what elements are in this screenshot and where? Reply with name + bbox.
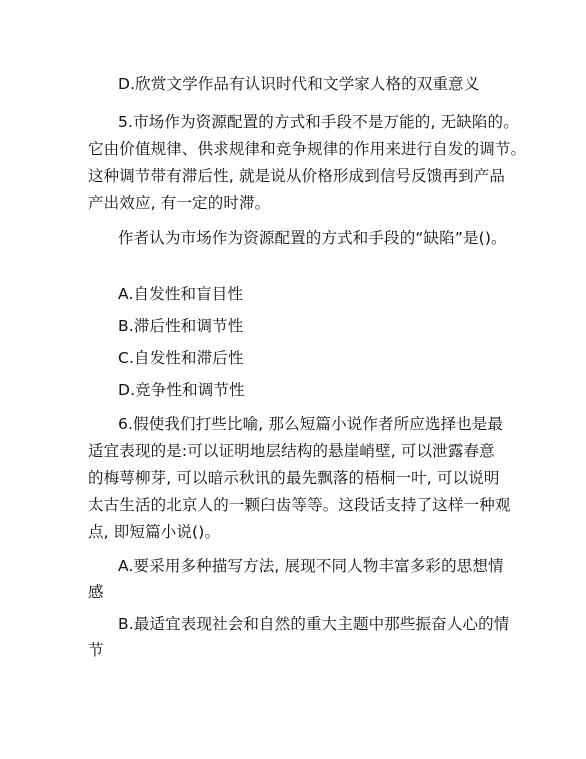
question-6-line-4: 太古生活的北京人的一颗臼齿等等。这段话支持了这样一种观 (88, 496, 511, 514)
question-6-line-3: 的梅萼柳芽, 可以暗示秋讯的最先飘落的梧桐一叶, 可以说明 (88, 469, 500, 487)
option-b-q6-line-2: 节 (88, 641, 104, 659)
question-6-line-1: 6.假使我们打些比喻, 那么短篇小说作者所应选择也是最 (118, 415, 504, 433)
question-5-line-1: 5.市场作为资源配置的方式和手段不是万能的, 无缺陷的。 (118, 113, 519, 131)
question-5-prompt: 作者认为市场作为资源配置的方式和手段的“缺陷”是()。 (118, 229, 507, 247)
question-5-line-3: 这种调节带有滞后性, 就是说从价格形成到信号反馈再到产品 (88, 167, 506, 185)
option-d: D.竞争性和调节性 (118, 381, 245, 399)
option-a-q6-line-2: 感 (88, 583, 104, 601)
option-b-q6-line-1: B.最适宜表现社会和自然的重大主题中那些振奋人心的情 (118, 615, 510, 633)
option-a: A.自发性和盲目性 (118, 285, 244, 303)
question-6-line-2: 适宜表现的是:可以证明地层结构的悬崖峭壁, 可以泄露春意 (88, 442, 495, 460)
option-c: C.自发性和滞后性 (118, 349, 244, 367)
question-5-line-2: 它由价值规律、供求规律和竞争规律的作用来进行自发的调节。 (88, 140, 527, 158)
question-5-line-4: 产出效应, 有一定的时滞。 (88, 194, 271, 212)
option-b: B.滞后性和调节性 (118, 317, 244, 335)
question-6-line-5: 点, 即短篇小说()。 (88, 523, 221, 541)
option-d-previous: D.欣赏文学作品有认识时代和文学家人格的双重意义 (118, 75, 480, 93)
option-a-q6-line-1: A.要采用多种描写方法, 展现不同人物丰富多彩的思想情 (118, 557, 504, 575)
